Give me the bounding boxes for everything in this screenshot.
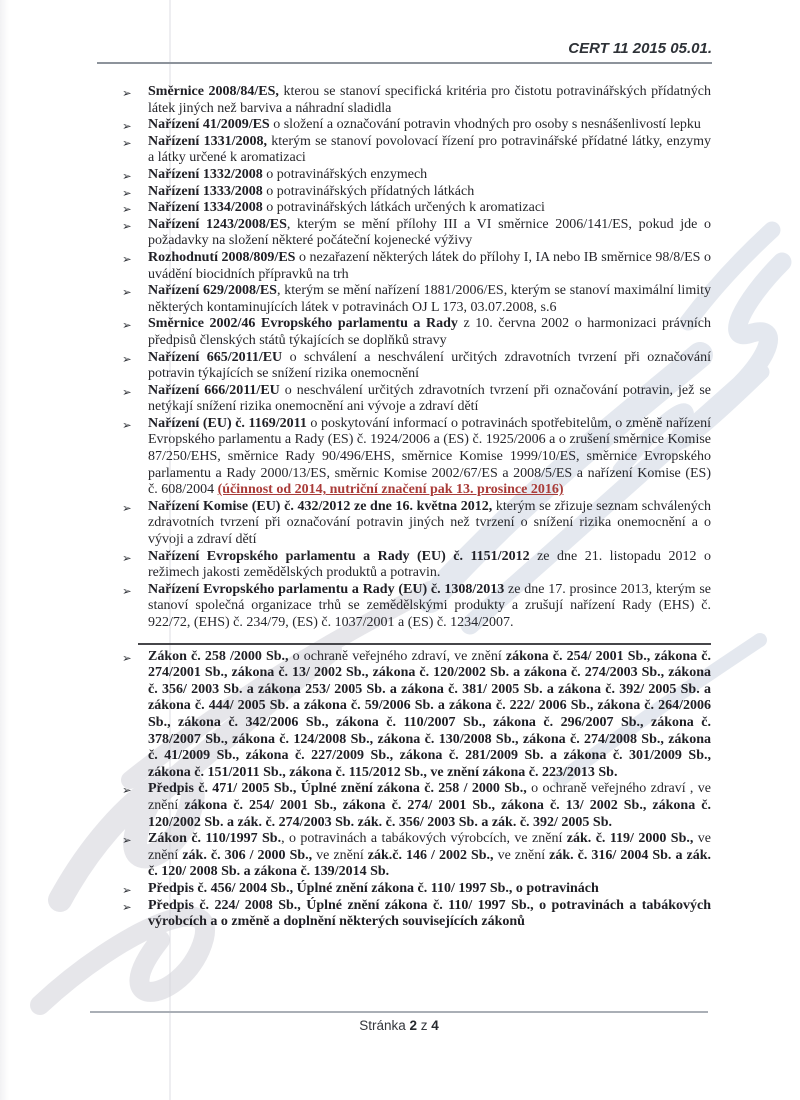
bullet-arrow-icon: ➢: [122, 251, 132, 266]
bullet-arrow-icon: ➢: [122, 202, 132, 217]
item-text: [148, 649, 711, 780]
page-footer: [0, 1018, 798, 1033]
text-segment: , o potravinách a tabákových výrobcích, ve znění: [281, 831, 567, 847]
text-segment: o schválení a neschválení určitých zdravotních tvrzení při označování potravin týkajících se snížení rizika onemocnění: [148, 349, 711, 382]
text-segment: o ochraně veřejného zdraví, ve znění: [288, 648, 506, 664]
bullet-arrow-icon: ➢: [122, 550, 132, 565]
document-code-header: CERT 11 2015 05.01.: [568, 40, 712, 57]
bullet-arrow-icon: ➢: [122, 86, 132, 100]
text-segment: ve znění: [148, 831, 712, 863]
list-item: [120, 250, 711, 283]
item-text: [148, 416, 711, 497]
list-item: [120, 167, 711, 184]
list-item: [120, 416, 711, 499]
text-segment: zák. č. 119/ 2000 Sb.,: [566, 831, 694, 847]
list-item: [120, 781, 711, 831]
text-segment: Nařízení 1243/2008/ES: [148, 216, 287, 232]
text-segment: z 10. června 2002 o harmonizaci právních předpisů členských států týkajících se doplňků stravy: [148, 316, 711, 348]
list-item: [120, 117, 711, 134]
text-segment: zák. č. 306 / 2000 Sb.,: [182, 847, 313, 863]
item-text: [148, 184, 474, 199]
text-segment: zák. č. 316/ 2004 Sb. a zák. č. 120/ 2008 Sb. a zákona č. 139/2014 Sb.: [148, 847, 711, 880]
list-item: [120, 200, 711, 217]
list-item: [120, 831, 711, 881]
item-text: [148, 383, 711, 415]
text-segment: o neschválení určitých zdravotních tvrzení při označování potravin, jež se netýkají snížení rizika onemocnění ani vývoje a zdraví dětí: [148, 382, 711, 415]
list-item: [120, 499, 711, 549]
text-segment: ve znění: [312, 847, 368, 863]
bullet-arrow-icon: ➢: [122, 783, 132, 798]
text-segment: Nařízení Evropského parlamentu a Rady (EU) č. 1308/2013: [148, 581, 505, 597]
text-segment: kterým se zřizuje seznam schválených zdravotních tvrzení při označování potravin jiných než tvrzení o snížení rizika onemocnění a o vývoji a zdraví dětí: [148, 498, 711, 548]
text-segment: Nařízení 1333/2008: [148, 183, 263, 199]
list-item: [120, 649, 711, 782]
text-segment: Nařízení 1332/2008: [148, 166, 263, 182]
text-segment: Předpis č. 224/ 2008 Sb., Úplné znění zákona č. 110/ 1997 Sb., o potravinách a tabákových výrobcích a o změně a doplnění některých souvisejících zákonů: [148, 897, 711, 930]
text-segment: , kterým se mění nařízení 1881/2006/ES, kterým se stanoví maximální limity některých kontaminujících látek v potravinách OJ L 173, 03.07.2008, s.6: [148, 283, 711, 315]
text-segment: Nařízení Evropského parlamentu a Rady (EU) č. 1151/2012: [148, 548, 530, 564]
item-text: [148, 582, 711, 630]
bullet-arrow-icon: ➢: [122, 285, 132, 300]
list-item: [120, 549, 711, 582]
text-segment: Nařízení (EU) č. 1169/2011: [148, 415, 307, 431]
text-segment: Nařízení Komise (EU) č. 432/2012 ze dne 16. května 2012,: [148, 498, 493, 514]
list-item: [120, 316, 711, 349]
bullet-arrow-icon: ➢: [122, 583, 132, 598]
text-segment: Předpis č. 471/ 2005 Sb., Úplné znění zákona č. 258 / 2000 Sb.,: [148, 781, 527, 797]
bullet-arrow-icon: ➢: [122, 135, 132, 150]
list-item: [120, 383, 711, 416]
text-segment: Zákon č. 110/1997 Sb.: [148, 831, 282, 847]
list-item: [120, 217, 711, 250]
item-text: [148, 549, 711, 581]
text-segment: Nařízení 1331/2008,: [148, 133, 267, 149]
list-item: [120, 84, 711, 117]
list-item: [120, 898, 711, 931]
item-text: [148, 167, 427, 182]
item-text: [148, 499, 711, 547]
bullet-arrow-icon: ➢: [122, 500, 132, 515]
text-segment: ze dne 17. prosince 2013, kterým se stanoví společná organizace trhů se zemědělskými produkty a zrušují nařízení Rady (EHS) č. 922/72, (EHS) č. 234/79, (ES) č. 1037/2001 a (ES) č. 1234/2007.: [148, 581, 711, 630]
bullet-arrow-icon: ➢: [122, 650, 132, 665]
item-text: [148, 200, 545, 215]
text-segment: Směrnice 2008/84/ES,: [148, 84, 279, 99]
bullet-arrow-icon: ➢: [122, 318, 132, 333]
item-text: [148, 350, 711, 382]
text-segment: o potravinářských přídatných látkách: [262, 183, 475, 199]
item-text: [148, 134, 711, 166]
list-item: [120, 582, 711, 632]
text-segment: ve znění: [493, 847, 550, 863]
item-text: [148, 84, 711, 116]
bullet-arrow-icon: ➢: [122, 833, 132, 848]
text-segment: o potravinářských enzymech: [262, 166, 428, 182]
item-text: [148, 217, 711, 249]
footer-separator: z: [420, 1018, 428, 1033]
item-text: [148, 781, 711, 829]
text-segment: , kterým se mění přílohy III a VI směrnice 2006/141/ES, pokud jde o požadavky na složení některé počáteční kojenecké výživy: [148, 216, 711, 249]
footer-rule: [90, 1011, 708, 1013]
footer-label: Stránka: [359, 1018, 406, 1033]
list-item: [120, 350, 711, 383]
list-item: [120, 184, 711, 201]
text-segment: o složení a označování potravin vhodných pro osoby s nesnášenlivostí lepku: [269, 117, 701, 133]
document-body: [120, 84, 711, 931]
bullet-arrow-icon: ➢: [122, 168, 132, 183]
text-segment: kterým se stanoví povolovací řízení pro potravinářské přídatné látky, enzymy a látky určené k aromatizaci: [148, 133, 711, 166]
text-segment: Nařízení 665/2011/EU: [148, 349, 283, 365]
footer-page-number: 2: [409, 1018, 417, 1033]
text-segment: o nezařazení některých látek do přílohy I, IA nebo IB směrnice 98/8/ES o uvádění biocidních přípravků na trh: [148, 249, 711, 282]
text-segment: Nařízení 666/2011/EU: [148, 382, 280, 398]
bullet-arrow-icon: ➢: [122, 218, 132, 233]
item-text: [148, 881, 599, 896]
text-segment: o ochraně veřejného zdraví , ve znění: [148, 781, 711, 813]
item-text: [148, 316, 711, 348]
text-segment: kterou se stanoví specifická kritéria pro čistotu potravinářských přídatných látek jiných než barviva a náhradní sladidla: [148, 84, 711, 116]
text-segment: Nařízení 629/2008/ES: [148, 283, 277, 299]
text-segment: Předpis č. 456/ 2004 Sb., Úplné znění zákona č. 110/ 1997 Sb., o potravinách: [148, 880, 599, 896]
text-segment: o potravinářských látkách určených k aromatizaci: [262, 200, 545, 216]
item-text: [148, 898, 711, 930]
bullet-arrow-icon: ➢: [122, 384, 132, 399]
item-text: [148, 283, 711, 315]
text-segment: zák.č. 146 / 2002 Sb.,: [367, 847, 494, 863]
section-divider: [138, 643, 711, 645]
text-segment: Nařízení 41/2009/ES: [148, 117, 270, 133]
list-item: [120, 283, 711, 316]
bullet-arrow-icon: ➢: [122, 417, 132, 432]
item-text: [148, 117, 701, 132]
text-segment: o poskytování informací o potravinách spotřebitelům, o změně nařízení Evropského parlamentu a Rady (ES) č. 1924/2006 a (ES) č. 1925/2006 a o zrušení směrnice Komise 87/250/EHS, směrnice Rady 90/496/EHS, směrnice Komise 1999/10/ES, směrnice Evropského parlamentu a Rady 2000/13/ES, směrnic Komise 2002/67/ES a 2008/5/ES a nařízení Komise (ES) č. 608/2004: [148, 415, 712, 498]
bullet-arrow-icon: ➢: [122, 351, 132, 366]
text-segment: Nařízení 1334/2008: [148, 200, 263, 216]
list-item: [120, 134, 711, 167]
text-segment: Směrnice 2002/46 Evropského parlamentu a Rady: [148, 316, 458, 332]
effective-date-note: (účinnost od 2014, nutriční značení pak 13. prosince 2016): [217, 482, 564, 498]
text-segment: ze dne 21. listopadu 2012 o režimech jakosti zemědělských produktů a potravin.: [148, 548, 711, 581]
text-segment: zákona č. 254/ 2001 Sb., zákona č. 274/2001 Sb., zákona č. 13/ 2002 Sb., zákona č. 120/2002 Sb. a zákona č. 274/2003 Sb., zákona č. 356/ 2003 Sb. a zákona 253/ 2005 Sb. a zákona č. 381/ 2005 Sb. a zákona č. 392/ 2005 Sb. a zákona č. 444/ 2005 Sb. a zákona č. 59/2006 Sb. a zákona č. 222/ 2006 Sb., zákona č. 264/2006 Sb., zákona č. 342/2006 Sb., zákona č. 110/2007 Sb., zákona č. 296/2007 Sb., zákona č. 378/2007 Sb., zákona č. 124/2008 Sb., zákona č. 130/2008 Sb., zákona č. 274/2008 Sb., zákona č. 41/2009 Sb., zákona č. 227/2009 Sb., zákona č. 281/2009 Sb. a zákona č. 301/2009 Sb., zákona č. 151/2011 Sb., zákona č. 115/2012 Sb., ve znění zákona č. 223/2013 Sb.: [148, 648, 711, 780]
header-rule: [97, 62, 712, 64]
bullet-arrow-icon: ➢: [122, 119, 132, 134]
footer-total-pages: 4: [431, 1018, 439, 1033]
scan-edge-shade: [0, 0, 9, 1100]
regulations-list-national: [120, 649, 711, 931]
bullet-arrow-icon: ➢: [122, 899, 132, 914]
regulations-list-eu: [120, 84, 711, 632]
text-segment: Rozhodnutí 2008/809/ES: [148, 249, 296, 265]
bullet-arrow-icon: ➢: [122, 185, 132, 200]
item-text: [148, 250, 711, 282]
list-item: [120, 881, 711, 898]
text-segment: Zákon č. 258 /2000 Sb.,: [148, 648, 289, 664]
text-segment: zákona č. 254/ 2001 Sb., zákona č. 274/ 2001 Sb., zákona č. 13/ 2002 Sb., zákona č. 120/2002 Sb. a zák. č. 274/2003 Sb. zák. č. 356/ 2003 Sb. a zák. č. 392/ 2005 Sb.: [148, 797, 711, 830]
bullet-arrow-icon: ➢: [122, 882, 132, 897]
item-text: [148, 831, 711, 879]
